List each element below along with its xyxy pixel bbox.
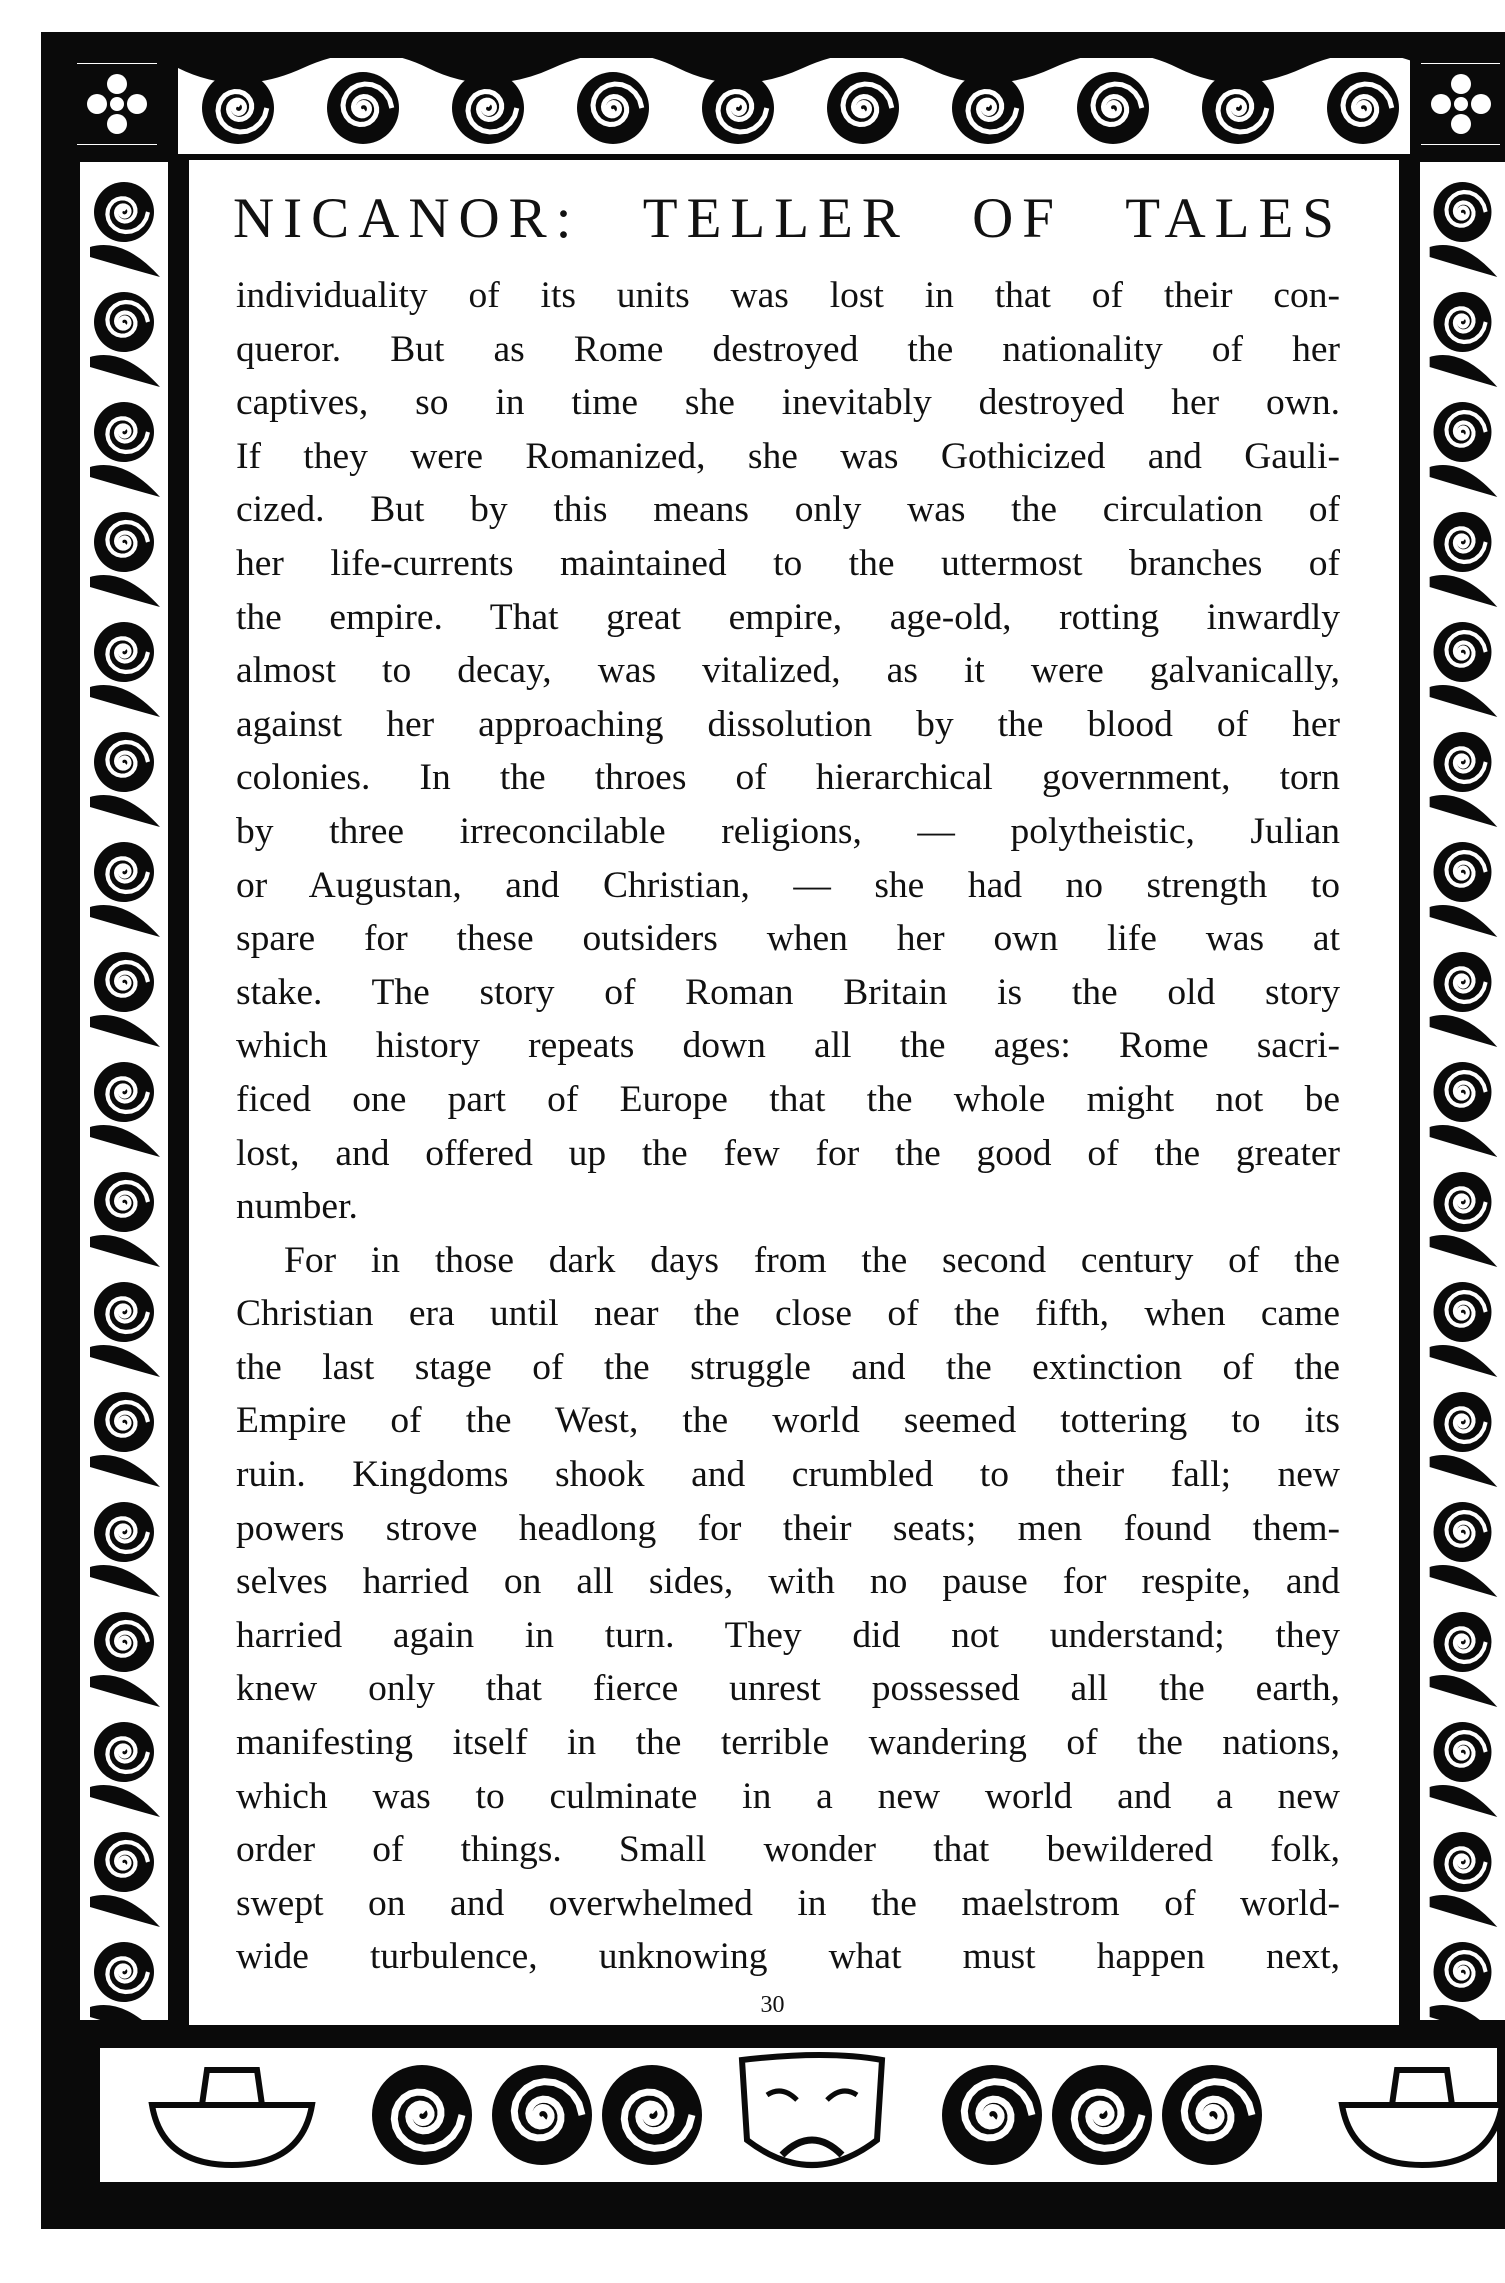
spiral-scroll-icon [94,402,154,462]
text-line: against her approaching dissolution by the blood of her [236,703,1340,745]
ornament-graphic [92,2040,1505,2190]
text-line: or Augustan, and Christian, — she had no strength to [236,864,1340,906]
text-line: ficed one part of Europe that the whole might not be [236,1078,1340,1120]
corner-rosette-top-right [1416,58,1505,150]
flower-icon [1421,63,1501,145]
spiral-scroll-icon [94,1722,154,1782]
spiral-scroll-icon [94,1392,154,1452]
text-line: cized. But by this means only was the circulation of [236,489,1340,531]
text-line: swept on and overwhelmed in the maelstrom of world- [236,1882,1340,1924]
text-line: selves harried on all sides, with no pause for respite, and [236,1561,1340,1603]
text-line: wide turbulence, unknowing what must happen next, [236,1936,1340,1978]
text-line: harried again in turn. They did not understand; they [236,1614,1340,1656]
spiral-scroll-icon [94,1832,154,1892]
text-line: individuality of its units was lost in that of their con- [236,275,1340,316]
spiral-scroll-icon [94,1062,154,1122]
text-line: by three irreconcilable religions, — polytheistic, Julian [236,810,1340,852]
text-line: queror. But as Rome destroyed the nationality of her [236,328,1340,370]
text-line: which history repeats down all the ages: Rome sacri- [236,1025,1340,1067]
text-line: order of things. Small wonder that bewildered folk, [236,1829,1340,1871]
spiral-scroll-icon [1434,1282,1492,1342]
text-line: If they were Romanized, she was Gothicized and Gauli- [236,435,1340,477]
text-line: powers strove headlong for their seats; men found them- [236,1507,1340,1549]
flower-icon [77,63,157,145]
text-line: knew only that fierce unrest possessed all the earth, [236,1668,1340,1710]
text-line: For in those dark days from the second century of the [284,1239,1340,1281]
tragic-mask-icon [742,2055,882,2165]
text-line: which was to culminate in a new world and a new [236,1775,1340,1817]
spiral-scroll-icon [94,952,154,1012]
spiral-scroll-icon [94,1502,154,1562]
spiral-scroll-icon [94,1612,154,1672]
spiral-scroll-icon [1077,72,1149,144]
text-line: spare for these outsiders when her own life was at [236,918,1340,960]
running-header-title: NICANOR: TELLER OF TALES [233,187,1343,250]
ornament-graphic [1420,162,1505,2020]
spiral-scroll-icon [1434,732,1492,792]
spiral-scroll-icon [1434,1172,1492,1232]
spiral-scroll-icon [1434,1612,1492,1672]
top-scroll-ornament [178,58,1410,154]
corner-rosette-top-left [72,58,162,150]
spiral-scroll-icon [492,2065,592,2165]
spiral-scroll-icon [94,622,154,682]
spiral-scroll-icon [1434,1502,1492,1562]
spiral-scroll-icon [94,842,154,902]
spiral-scroll-icon [1434,622,1492,682]
right-column-ornament [1420,162,1505,2020]
text-line: stake. The story of Roman Britain is the old story [236,971,1340,1013]
ornament-graphic [178,58,1410,154]
spiral-scroll-icon [94,292,154,352]
text-line: her life-currents maintained to the uttermost branches of [236,542,1340,584]
spiral-scroll-icon [94,1282,154,1342]
spiral-scroll-icon [372,2065,472,2165]
spiral-scroll-icon [1327,72,1399,144]
spiral-scroll-icon [1434,952,1492,1012]
spiral-scroll-icon [1434,292,1492,352]
text-line: Christian era until near the close of the fifth, when came [236,1293,1340,1335]
text-line: captives, so in time she inevitably destroyed her own. [236,382,1340,424]
spiral-scroll-icon [827,72,899,144]
text-line: Empire of the West, the world seemed tottering to its [236,1400,1340,1442]
text-line: the last stage of the struggle and the extinction of the [236,1346,1340,1388]
text-line: the empire. That great empire, age-old, rotting inwardly [236,596,1340,638]
spiral-scroll-icon [94,732,154,792]
bottom-urn-mask-ornament [92,2040,1505,2190]
spiral-scroll-icon [1434,1722,1492,1782]
spiral-scroll-icon [1162,2065,1262,2165]
spiral-scroll-icon [577,72,649,144]
text-line: ruin. Kingdoms shook and crumbled to their fall; new [236,1454,1340,1496]
page-number: 30 [760,1992,785,2018]
spiral-scroll-icon [1434,1832,1492,1892]
text-line: almost to decay, was vitalized, as it were galvanically, [236,650,1340,692]
spiral-scroll-icon [1434,1392,1492,1452]
text-line: lost, and offered up the few for the good of the greater [236,1132,1340,1174]
spiral-scroll-icon [94,182,154,242]
spiral-scroll-icon [1434,1062,1492,1122]
spiral-scroll-icon [1052,2065,1152,2165]
body-text [236,269,1340,1984]
spiral-scroll-icon [327,72,399,144]
spiral-scroll-icon [1434,842,1492,902]
spiral-scroll-icon [942,2065,1042,2165]
spiral-scroll-icon [602,2065,702,2165]
ornament-graphic [80,162,168,2020]
spiral-scroll-icon [1434,402,1492,462]
spiral-scroll-icon [94,512,154,572]
spiral-scroll-icon [1434,512,1492,572]
text-line: number. [236,1186,358,1228]
spiral-scroll-icon [1434,182,1492,242]
spiral-scroll-icon [94,1172,154,1232]
left-column-ornament [80,162,168,2020]
text-line: colonies. In the throes of hierarchical government, torn [236,757,1340,799]
text-line: manifesting itself in the terrible wandering of the nations, [236,1722,1340,1764]
